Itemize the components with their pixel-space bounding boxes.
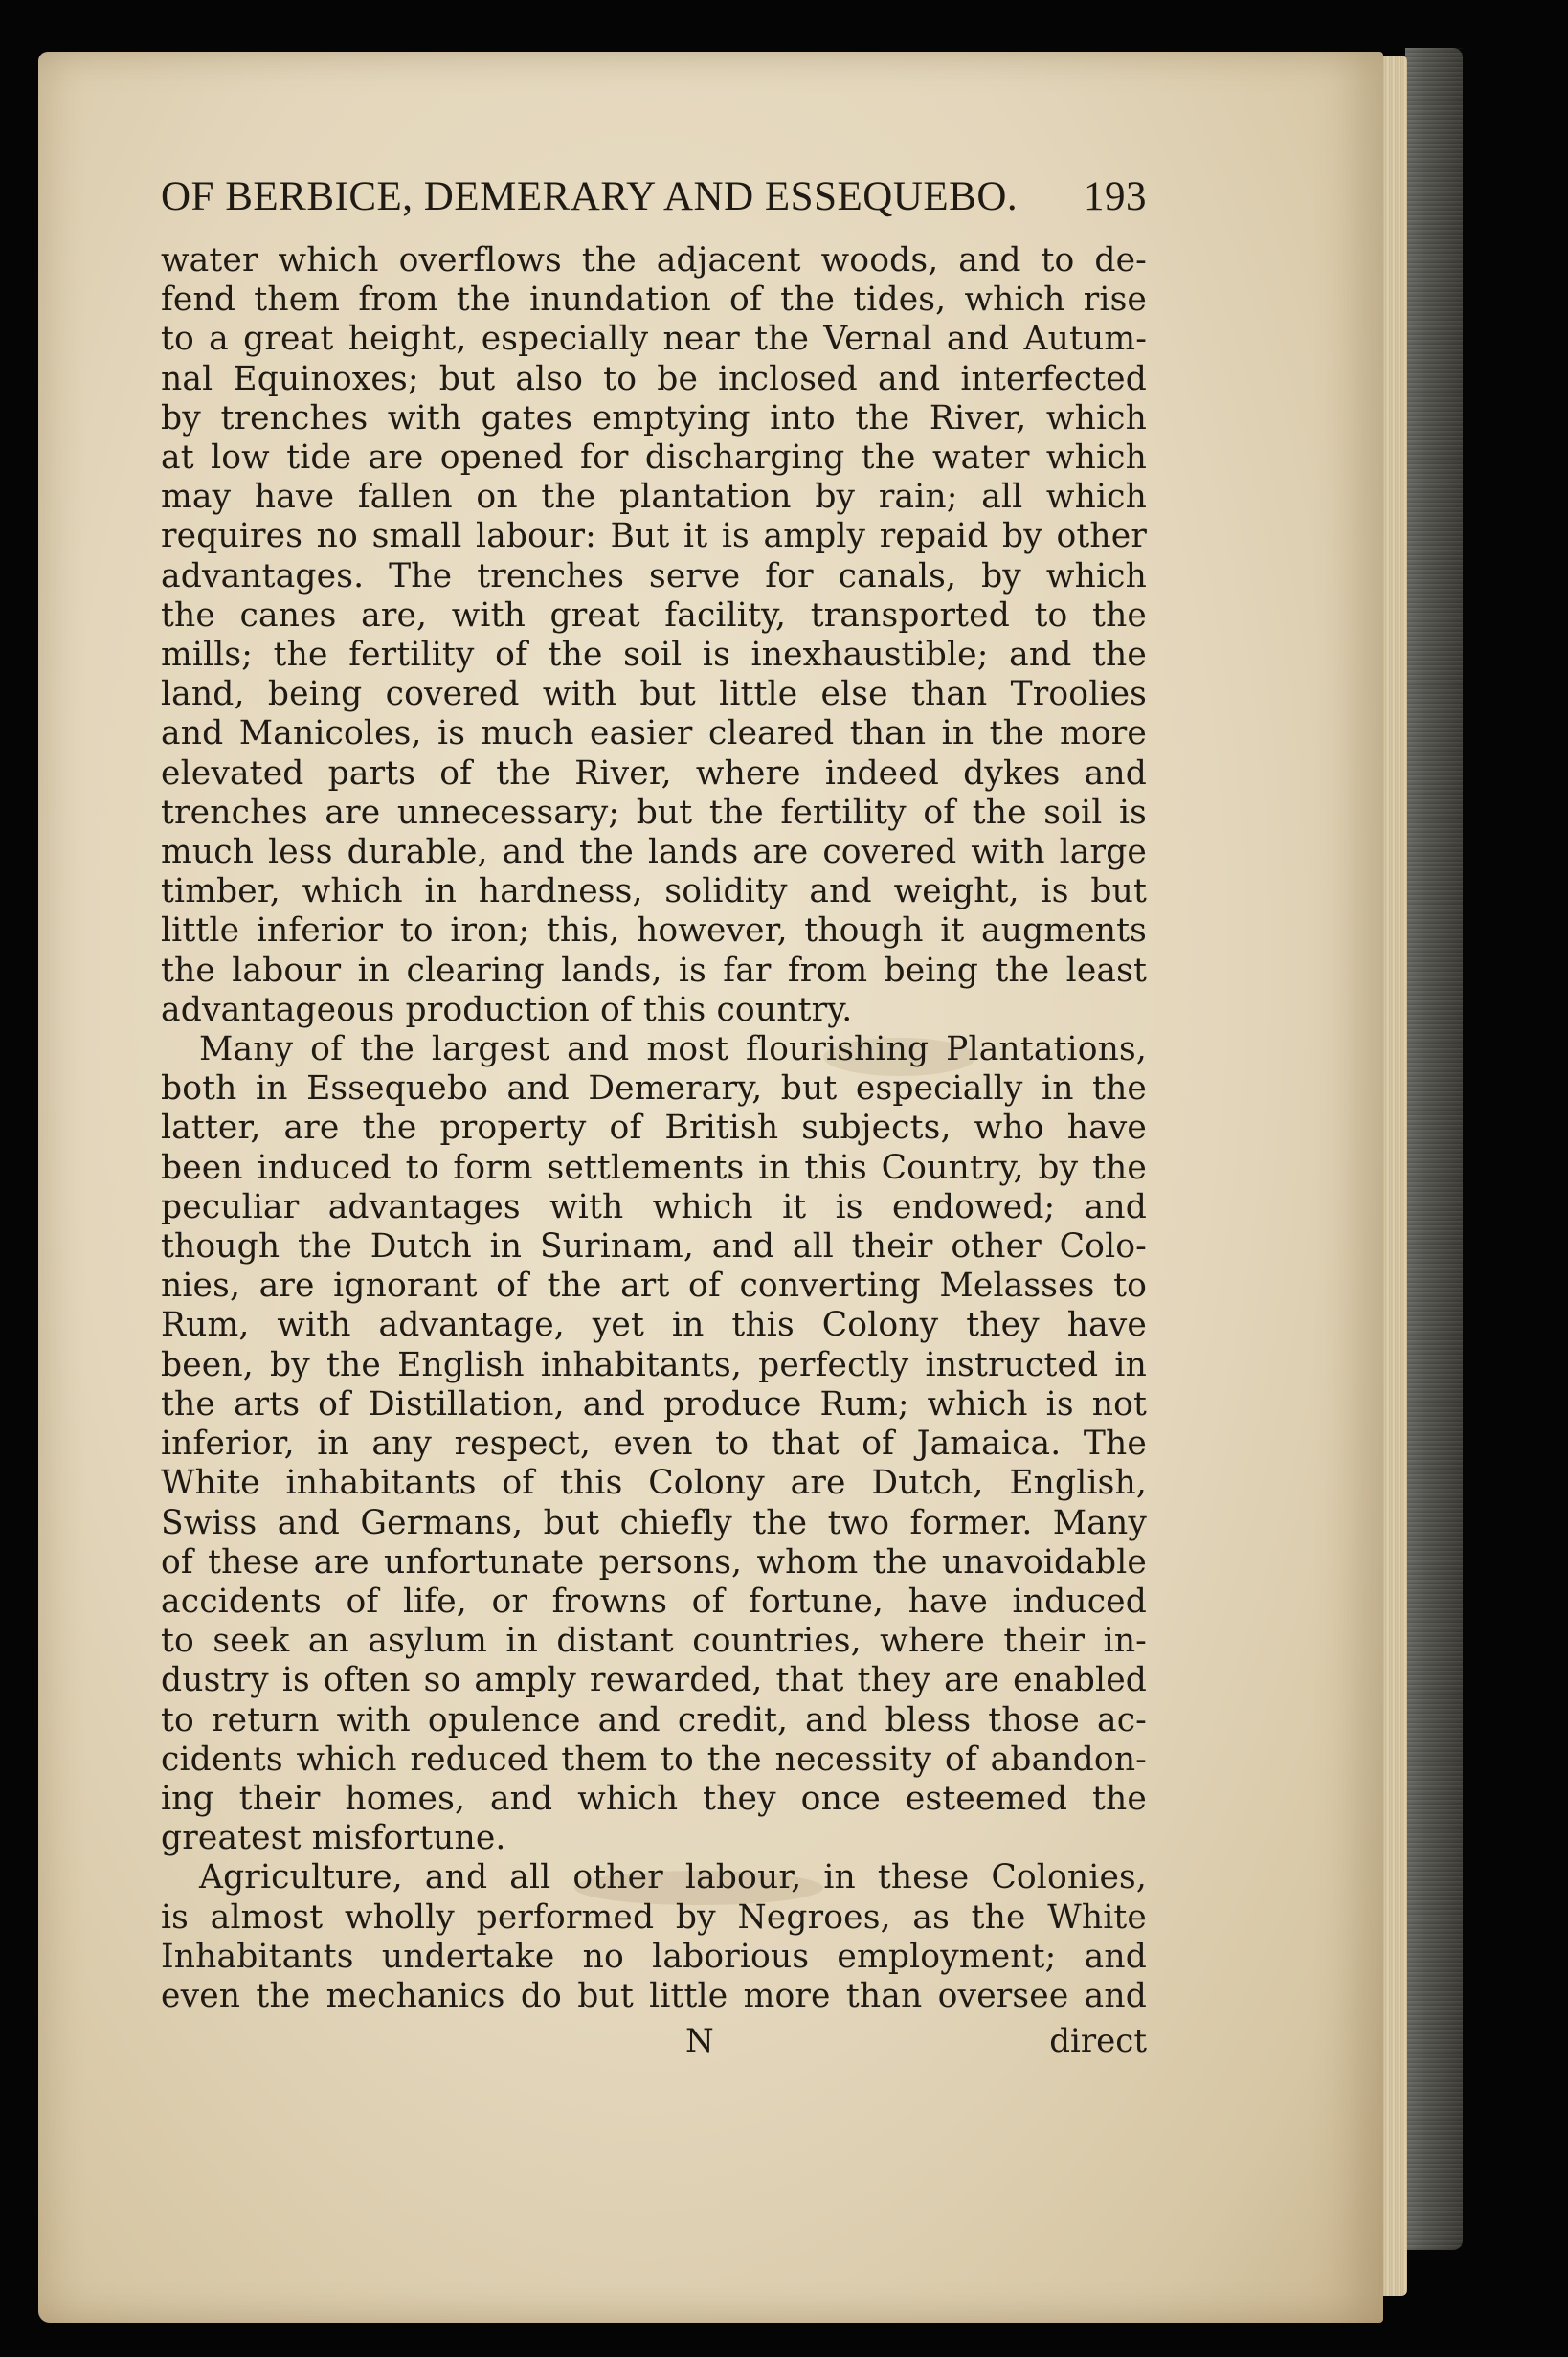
text-line: to a great height, especially near the Vernal and Autum- (161, 320, 1147, 359)
signature-mark: N (685, 2022, 714, 2061)
catchword: direct (1049, 2022, 1147, 2061)
text-line: dustry is often so amply rewarded, that they are enabled (161, 1661, 1147, 1700)
text-line: and Manicoles, is much easier cleared than in the more (161, 714, 1147, 753)
text-line: been, by the English inhabitants, perfectly instructed in (161, 1345, 1147, 1384)
page-text (161, 170, 1147, 2062)
page-number: 193 (1084, 174, 1147, 219)
text-line: nal Equinoxes; but also to be inclosed and interfected (161, 359, 1147, 398)
text-line: both in Essequebo and Demerary, but especially in the (161, 1069, 1147, 1109)
text-line: mills; the fertility of the soil is inexhaustible; and the (161, 636, 1147, 675)
text-line: water which overflows the adjacent woods, and to de- (161, 241, 1147, 280)
text-line: fend them from the inundation of the tides, which rise (161, 281, 1147, 320)
running-title: OF BERBICE, DEMERARY AND ESSEQUEBO. (161, 174, 1019, 219)
text-line: cidents which reduced them to the necessity of abandon- (161, 1740, 1147, 1779)
text-line: though the Dutch in Surinam, and all their other Colo- (161, 1227, 1147, 1267)
text-line: may have fallen on the plantation by rain; all which (161, 478, 1147, 517)
text-line: Rum, with advantage, yet in this Colony they have (161, 1306, 1147, 1345)
text-line: by trenches with gates emptying into the River, which (161, 398, 1147, 438)
text-line: Agriculture, and all other labour, in these Colonies, (199, 1858, 1147, 1897)
text-line: latter, are the property of British subjects, who have (161, 1109, 1147, 1148)
text-line: trenches are unnecessary; but the fertility of the soil is (161, 793, 1147, 832)
text-line: timber, which in hardness, solidity and weight, is but (161, 872, 1147, 911)
text-line: land, being covered with but little else than Troolies (161, 675, 1147, 714)
text-line: White inhabitants of this Colony are Dutch, English, (161, 1464, 1147, 1503)
page-footer (161, 2020, 1147, 2062)
text-line: the arts of Distillation, and produce Rum; which is not (161, 1384, 1147, 1424)
text-line: even the mechanics do but little more than oversee and (161, 1976, 1147, 2015)
body-text (161, 241, 1147, 2016)
text-line: requires no small labour: But it is amply repaid by other (161, 517, 1147, 556)
text-line: at low tide are opened for discharging the water which (161, 438, 1147, 478)
text-line: inferior, in any respect, even to that of Jamaica. The (161, 1425, 1147, 1464)
text-line: of these are unfortunate persons, whom the unavoidable (161, 1542, 1147, 1582)
text-line: is almost wholly performed by Negroes, as the White (161, 1897, 1147, 1937)
text-line: to return with opulence and credit, and bless those ac- (161, 1700, 1147, 1740)
text-line: the canes are, with great facility, transported to the (161, 595, 1147, 635)
text-line: Inhabitants undertake no laborious employment; and (161, 1937, 1147, 1976)
text-line: advantageous production of this country. (161, 990, 853, 1029)
text-line: Swiss and Germans, but chiefly the two former. Many (161, 1503, 1147, 1542)
text-line: Many of the largest and most flourishing Plantations, (199, 1030, 1147, 1069)
running-header (161, 170, 1147, 224)
text-line: greatest misfortune. (161, 1819, 506, 1858)
text-line: elevated parts of the River, where indeed dykes and (161, 753, 1147, 793)
text-line: the labour in clearing lands, is far from being the least (161, 951, 1147, 990)
book-cover-edge (1405, 48, 1463, 2250)
text-line: been induced to form settlements in this Country, by the (161, 1148, 1147, 1187)
text-line: to seek an asylum in distant countries, where their in- (161, 1622, 1147, 1661)
text-line: little inferior to iron; this, however, though it augments (161, 911, 1147, 951)
text-line: much less durable, and the lands are covered with large (161, 833, 1147, 872)
text-line: peculiar advantages with which it is endowed; and (161, 1187, 1147, 1226)
text-line: ing their homes, and which they once esteemed the (161, 1779, 1147, 1818)
text-line: accidents of life, or frowns of fortune, have induced (161, 1582, 1147, 1621)
text-line: nies, are ignorant of the art of converting Melasses to (161, 1267, 1147, 1306)
text-line: advantages. The trenches serve for canals, by which (161, 556, 1147, 595)
